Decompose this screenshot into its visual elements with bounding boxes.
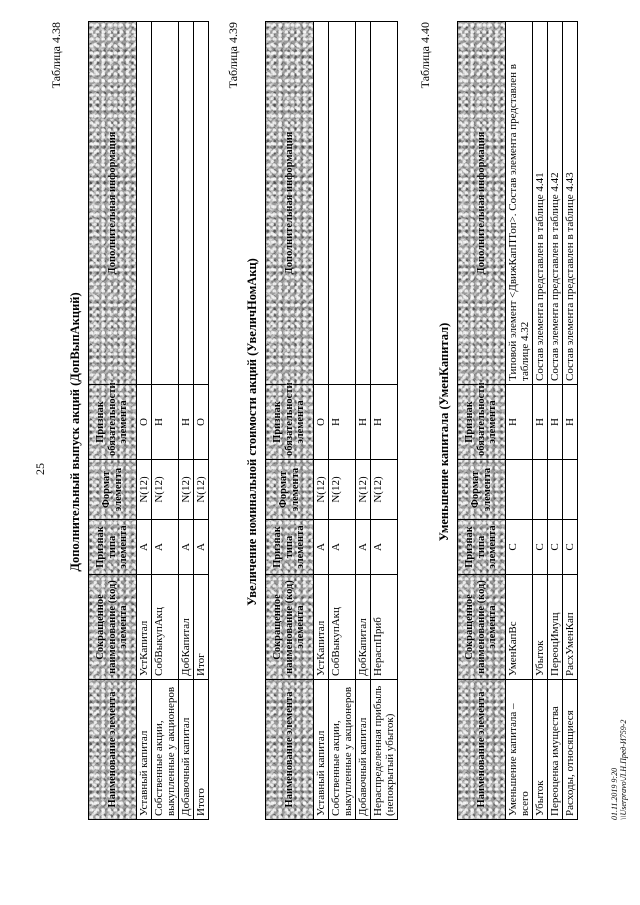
table-row: [548, 22, 563, 820]
cell-info: [152, 22, 179, 385]
table-row: [179, 22, 194, 820]
cell-info: [179, 22, 194, 385]
cell-format: N(12): [356, 460, 371, 520]
cell-required: Н: [548, 385, 563, 460]
cell-type: А: [179, 520, 194, 575]
column-header: Наименование элемента: [266, 680, 314, 820]
data-table: [265, 21, 398, 820]
cell-format: [533, 460, 548, 520]
data-table: [457, 21, 578, 820]
table-row: [371, 22, 398, 820]
cell-format: N(12): [329, 460, 356, 520]
column-header: Дополнительная информация: [458, 22, 506, 385]
cell-code: УстКапитал: [137, 575, 152, 680]
cell-info: Состав элемента представлен в таблице 4.43: [563, 22, 578, 385]
cell-info: Типовой элемент <ДвижКапПТоп>. Состав элемента представлен в таблице 4.32: [506, 22, 533, 385]
cell-info: [137, 22, 152, 385]
cell-name: Добавочный капитал: [356, 680, 371, 820]
cell-required: Н: [356, 385, 371, 460]
table-row: [152, 22, 179, 820]
cell-format: N(12): [194, 460, 209, 520]
cell-info: [371, 22, 398, 385]
cell-name: Уменьшение капитала – всего: [506, 680, 533, 820]
column-header: Признак обязательности элемента: [89, 385, 137, 460]
cell-info: [329, 22, 356, 385]
cell-info: [356, 22, 371, 385]
cell-name: Расходы, относящиеся: [563, 680, 578, 820]
cell-type: С: [506, 520, 533, 575]
cell-required: О: [194, 385, 209, 460]
column-header: Признак обязательности элемента: [266, 385, 314, 460]
table-label: Таблица 4.40: [418, 22, 432, 89]
cell-format: [563, 460, 578, 520]
cell-name: Нераспределенная прибыль (непокрытый убыток): [371, 680, 398, 820]
cell-info: Состав элемента представлен в таблице 4.42: [548, 22, 563, 385]
table-label: Таблица 4.39: [226, 22, 240, 89]
cell-code: УстКапитал: [314, 575, 329, 680]
cell-type: А: [314, 520, 329, 575]
cell-info: [194, 22, 209, 385]
cell-required: О: [137, 385, 152, 460]
cell-format: N(12): [314, 460, 329, 520]
cell-required: Н: [563, 385, 578, 460]
cell-type: С: [533, 520, 548, 575]
table-row: [137, 22, 152, 820]
cell-code: НераспПриб: [371, 575, 398, 680]
cell-code: Итог: [194, 575, 209, 680]
column-header: Сокращенное наименование (код) элемента: [89, 575, 137, 680]
table-row: [314, 22, 329, 820]
cell-required: Н: [371, 385, 398, 460]
cell-type: А: [152, 520, 179, 575]
cell-type: А: [329, 520, 356, 575]
column-header: Признак типа элемента: [458, 520, 506, 575]
cell-type: А: [194, 520, 209, 575]
cell-required: Н: [506, 385, 533, 460]
table-label: Таблица 4.38: [49, 22, 63, 89]
cell-name: Уставный капитал: [314, 680, 329, 820]
cell-format: [548, 460, 563, 520]
cell-code: РасхУменКап: [563, 575, 578, 680]
footnote-path: \\Userpravo\Л.Н.Пред-И759-2: [619, 719, 628, 820]
column-header: Сокращенное наименование (код) элемента: [266, 575, 314, 680]
data-table: [88, 21, 209, 820]
cell-required: О: [314, 385, 329, 460]
cell-format: N(12): [137, 460, 152, 520]
cell-type: А: [137, 520, 152, 575]
cell-type: А: [356, 520, 371, 575]
cell-required: Н: [179, 385, 194, 460]
cell-type: А: [371, 520, 398, 575]
table-row: [356, 22, 371, 820]
table-row: [563, 22, 578, 820]
column-header: Наименование элемента: [458, 680, 506, 820]
cell-format: N(12): [152, 460, 179, 520]
table-title: Дополнительный выпуск акций (ДопВыпАкций): [68, 292, 82, 572]
cell-required: Н: [152, 385, 179, 460]
cell-format: N(12): [371, 460, 398, 520]
cell-name: Переоценка имущества: [548, 680, 563, 820]
cell-info: Состав элемента представлен в таблице 4.41: [533, 22, 548, 385]
table-row: [533, 22, 548, 820]
column-header: Дополнительная информация: [266, 22, 314, 385]
cell-code: УменКапВс: [506, 575, 533, 680]
cell-info: [314, 22, 329, 385]
cell-name: Собственные акции, выкупленные у акционеров: [152, 680, 179, 820]
page-number: 25: [33, 463, 47, 475]
table-row: [194, 22, 209, 820]
cell-code: ДобКапитал: [356, 575, 371, 680]
column-header: Дополнительная информация: [89, 22, 137, 385]
cell-format: [506, 460, 533, 520]
cell-name: Собственные акции, выкупленные у акционеров: [329, 680, 356, 820]
table-title: Увеличение номинальной стоимости акций (УвеличНомАкц): [245, 258, 259, 606]
cell-type: С: [548, 520, 563, 575]
cell-name: Итого: [194, 680, 209, 820]
file-footnote: [610, 720, 628, 820]
column-header: Признак обязательности элемента: [458, 385, 506, 460]
column-header: Наименование элемента: [89, 680, 137, 820]
column-header: Сокращенное наименование (код) элемента: [458, 575, 506, 680]
cell-type: С: [563, 520, 578, 575]
column-header: Формат элемента: [266, 460, 314, 520]
column-header: Признак типа элемента: [89, 520, 137, 575]
cell-format: N(12): [179, 460, 194, 520]
footnote-timestamp: 01.11.2019 9:20: [610, 767, 619, 820]
table-row: [506, 22, 533, 820]
column-header: Формат элемента: [458, 460, 506, 520]
cell-required: Н: [533, 385, 548, 460]
column-header: Формат элемента: [89, 460, 137, 520]
table-row: [329, 22, 356, 820]
cell-code: Убыток: [533, 575, 548, 680]
cell-required: Н: [329, 385, 356, 460]
column-header: Признак типа элемента: [266, 520, 314, 575]
cell-code: СобВыкупАкц: [152, 575, 179, 680]
cell-code: ПереоцИмущ: [548, 575, 563, 680]
cell-name: Добавочный капитал: [179, 680, 194, 820]
table-title: Уменьшение капитала (УменКапитал): [437, 322, 451, 542]
cell-code: ДобКапитал: [179, 575, 194, 680]
cell-code: СобВыкупАкц: [329, 575, 356, 680]
cell-name: Уставный капитал: [137, 680, 152, 820]
cell-name: Убыток: [533, 680, 548, 820]
